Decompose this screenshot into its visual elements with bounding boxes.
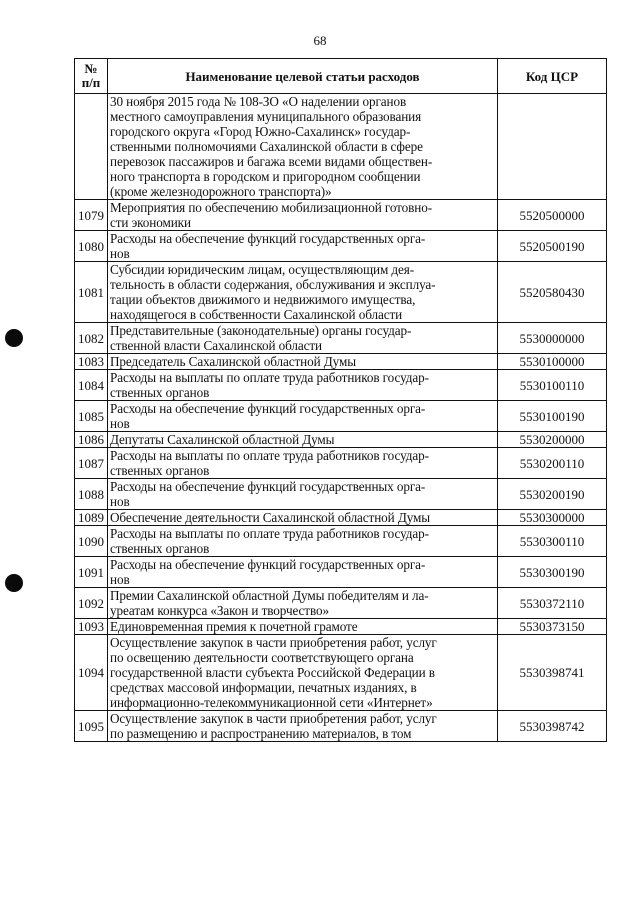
row-item-name-line: тельность в области содержания, обслуживания и эксплуа- <box>110 277 436 292</box>
row-item-name-line: нов <box>110 494 130 509</box>
row-item-name <box>108 448 498 479</box>
table-row <box>75 401 607 432</box>
row-item-name-line: находящегося в собственности Сахалинской области <box>110 307 403 322</box>
row-item-name <box>108 711 498 742</box>
row-item-name-line: Расходы на выплаты по оплате труда работников государ- <box>110 448 429 463</box>
row-item-name-line: перевозок пассажиров и багажа всеми видами обществен- <box>110 154 433 169</box>
row-item-name-line: Расходы на обеспечение функций государственных орга- <box>110 557 426 572</box>
row-item-name-line: Представительные (законодательные) органы государ- <box>110 323 412 338</box>
page-number: 68 <box>313 33 327 48</box>
table-row <box>75 510 607 526</box>
row-item-name-line: Осуществление закупок в части приобретения работ, услуг <box>110 711 437 726</box>
row-code: 5530100190 <box>498 401 607 432</box>
row-code: 5530100110 <box>498 370 607 401</box>
row-item-name-line: Расходы на выплаты по оплате труда работников государ- <box>110 370 429 385</box>
row-item-name-line: ственных органов <box>110 541 210 556</box>
table-row <box>75 370 607 401</box>
row-number: 1087 <box>75 448 108 479</box>
row-item-name-line: Единовременная премия к почетной грамоте <box>110 619 358 634</box>
row-code: 5530100000 <box>498 354 607 370</box>
row-item-name <box>108 370 498 401</box>
table-row <box>75 200 607 231</box>
table-row <box>75 619 607 635</box>
table-row <box>75 557 607 588</box>
row-number: 1092 <box>75 588 108 619</box>
row-number: 1093 <box>75 619 108 635</box>
row-code: 5530000000 <box>498 323 607 354</box>
budget-items-table <box>74 58 607 742</box>
table-row <box>75 432 607 448</box>
table-row <box>75 526 607 557</box>
row-item-name-line: информационно-телекоммуникационной сети «Интернет» <box>110 695 433 710</box>
row-item-name-line: нов <box>110 416 130 431</box>
header-code: Код ЦСР <box>498 59 607 94</box>
row-code <box>498 94 607 200</box>
row-item-name <box>108 200 498 231</box>
row-item-name <box>108 262 498 323</box>
row-item-name-line: городского округа «Город Южно-Сахалинск» государ- <box>110 124 411 139</box>
table-row <box>75 94 607 200</box>
row-item-name-line: средствах массовой информации, печатных изданиях, в <box>110 680 417 695</box>
row-code: 5530200000 <box>498 432 607 448</box>
row-item-name-line: уреатам конкурса «Закон и творчество» <box>110 603 329 618</box>
row-item-name <box>108 94 498 200</box>
row-item-name-line: сти экономики <box>110 215 191 230</box>
row-item-name-line: Премии Сахалинской областной Думы победителям и ла- <box>110 588 429 603</box>
row-code: 5530398741 <box>498 635 607 711</box>
row-item-name <box>108 432 498 448</box>
row-item-name <box>108 479 498 510</box>
row-item-name-line: Субсидии юридическим лицам, осуществляющим дея- <box>110 262 415 277</box>
row-item-name <box>108 557 498 588</box>
row-number: 1090 <box>75 526 108 557</box>
row-code: 5530300190 <box>498 557 607 588</box>
table-row <box>75 448 607 479</box>
row-number: 1080 <box>75 231 108 262</box>
row-item-name-line: нов <box>110 572 130 587</box>
row-number <box>75 94 108 200</box>
row-item-name-line: ственных органов <box>110 385 210 400</box>
row-item-name-line: Мероприятия по обеспечению мобилизационной готовно- <box>110 200 433 215</box>
row-item-name-line: Расходы на выплаты по оплате труда работников государ- <box>110 526 429 541</box>
row-number: 1084 <box>75 370 108 401</box>
row-number: 1094 <box>75 635 108 711</box>
row-code: 5520500190 <box>498 231 607 262</box>
row-item-name <box>108 635 498 711</box>
row-number: 1082 <box>75 323 108 354</box>
table-row <box>75 635 607 711</box>
header-number-symbol: № <box>84 61 98 76</box>
row-item-name-line: ственных органов <box>110 463 210 478</box>
row-code: 5530200190 <box>498 479 607 510</box>
row-number: 1085 <box>75 401 108 432</box>
row-item-name <box>108 323 498 354</box>
row-item-name-line: ственными полномочиями Сахалинской области в сфере <box>110 139 423 154</box>
row-item-name <box>108 526 498 557</box>
table-row <box>75 711 607 742</box>
row-item-name-line: Председатель Сахалинской областной Думы <box>110 354 356 369</box>
row-number: 1089 <box>75 510 108 526</box>
header-number-abbr: п/п <box>81 75 101 90</box>
row-number: 1081 <box>75 262 108 323</box>
row-code: 5520500000 <box>498 200 607 231</box>
row-item-name-line: 30 ноября 2015 года № 108-ЗО «О наделении органов <box>110 94 407 109</box>
row-item-name-line: ного транспорта в городском и пригородном сообщении <box>110 169 421 184</box>
table-row <box>75 262 607 323</box>
row-number: 1079 <box>75 200 108 231</box>
row-code: 5530372110 <box>498 588 607 619</box>
row-number: 1086 <box>75 432 108 448</box>
row-item-name <box>108 588 498 619</box>
row-item-name-line: (кроме железнодорожного транспорта)» <box>110 184 332 199</box>
row-item-name-line: Расходы на обеспечение функций государственных орга- <box>110 479 426 494</box>
row-code: 5530300110 <box>498 526 607 557</box>
table-row <box>75 231 607 262</box>
row-item-name-line: Осуществление закупок в части приобретения работ, услуг <box>110 635 437 650</box>
row-item-name <box>108 354 498 370</box>
row-number: 1088 <box>75 479 108 510</box>
row-code: 5530200110 <box>498 448 607 479</box>
table-row <box>75 588 607 619</box>
row-item-name-line: тации объектов движимого и недвижимого имущества, <box>110 292 416 307</box>
row-number: 1095 <box>75 711 108 742</box>
row-item-name-line: государственной власти субъекта Российской Федерации в <box>110 665 435 680</box>
row-item-name <box>108 510 498 526</box>
row-item-name-line: ственной власти Сахалинской области <box>110 338 322 353</box>
header-name: Наименование целевой статьи расходов <box>108 59 498 94</box>
row-item-name-line: по размещению и распространению материалов, в том <box>110 726 412 741</box>
row-item-name <box>108 231 498 262</box>
row-item-name <box>108 401 498 432</box>
row-code: 5530398742 <box>498 711 607 742</box>
row-code: 5520580430 <box>498 262 607 323</box>
table-header-row <box>75 59 607 94</box>
row-item-name-line: Депутаты Сахалинской областной Думы <box>110 432 335 447</box>
table-row <box>75 479 607 510</box>
row-item-name-line: Расходы на обеспечение функций государственных орга- <box>110 231 426 246</box>
punch-hole-lower <box>5 574 23 592</box>
table-body <box>75 94 607 742</box>
row-item-name-line: по освещению деятельности соответствующего органа <box>110 650 414 665</box>
row-item-name-line: местного самоуправления муниципального образования <box>110 109 422 124</box>
row-number: 1091 <box>75 557 108 588</box>
row-item-name-line: нов <box>110 246 130 261</box>
table-row <box>75 323 607 354</box>
punch-hole-upper <box>5 329 23 347</box>
row-code: 5530300000 <box>498 510 607 526</box>
row-item-name-line: Обеспечение деятельности Сахалинской областной Думы <box>110 510 431 525</box>
table-row <box>75 354 607 370</box>
row-item-name-line: Расходы на обеспечение функций государственных орга- <box>110 401 426 416</box>
row-code: 5530373150 <box>498 619 607 635</box>
row-number: 1083 <box>75 354 108 370</box>
row-item-name <box>108 619 498 635</box>
header-number <box>75 59 108 94</box>
